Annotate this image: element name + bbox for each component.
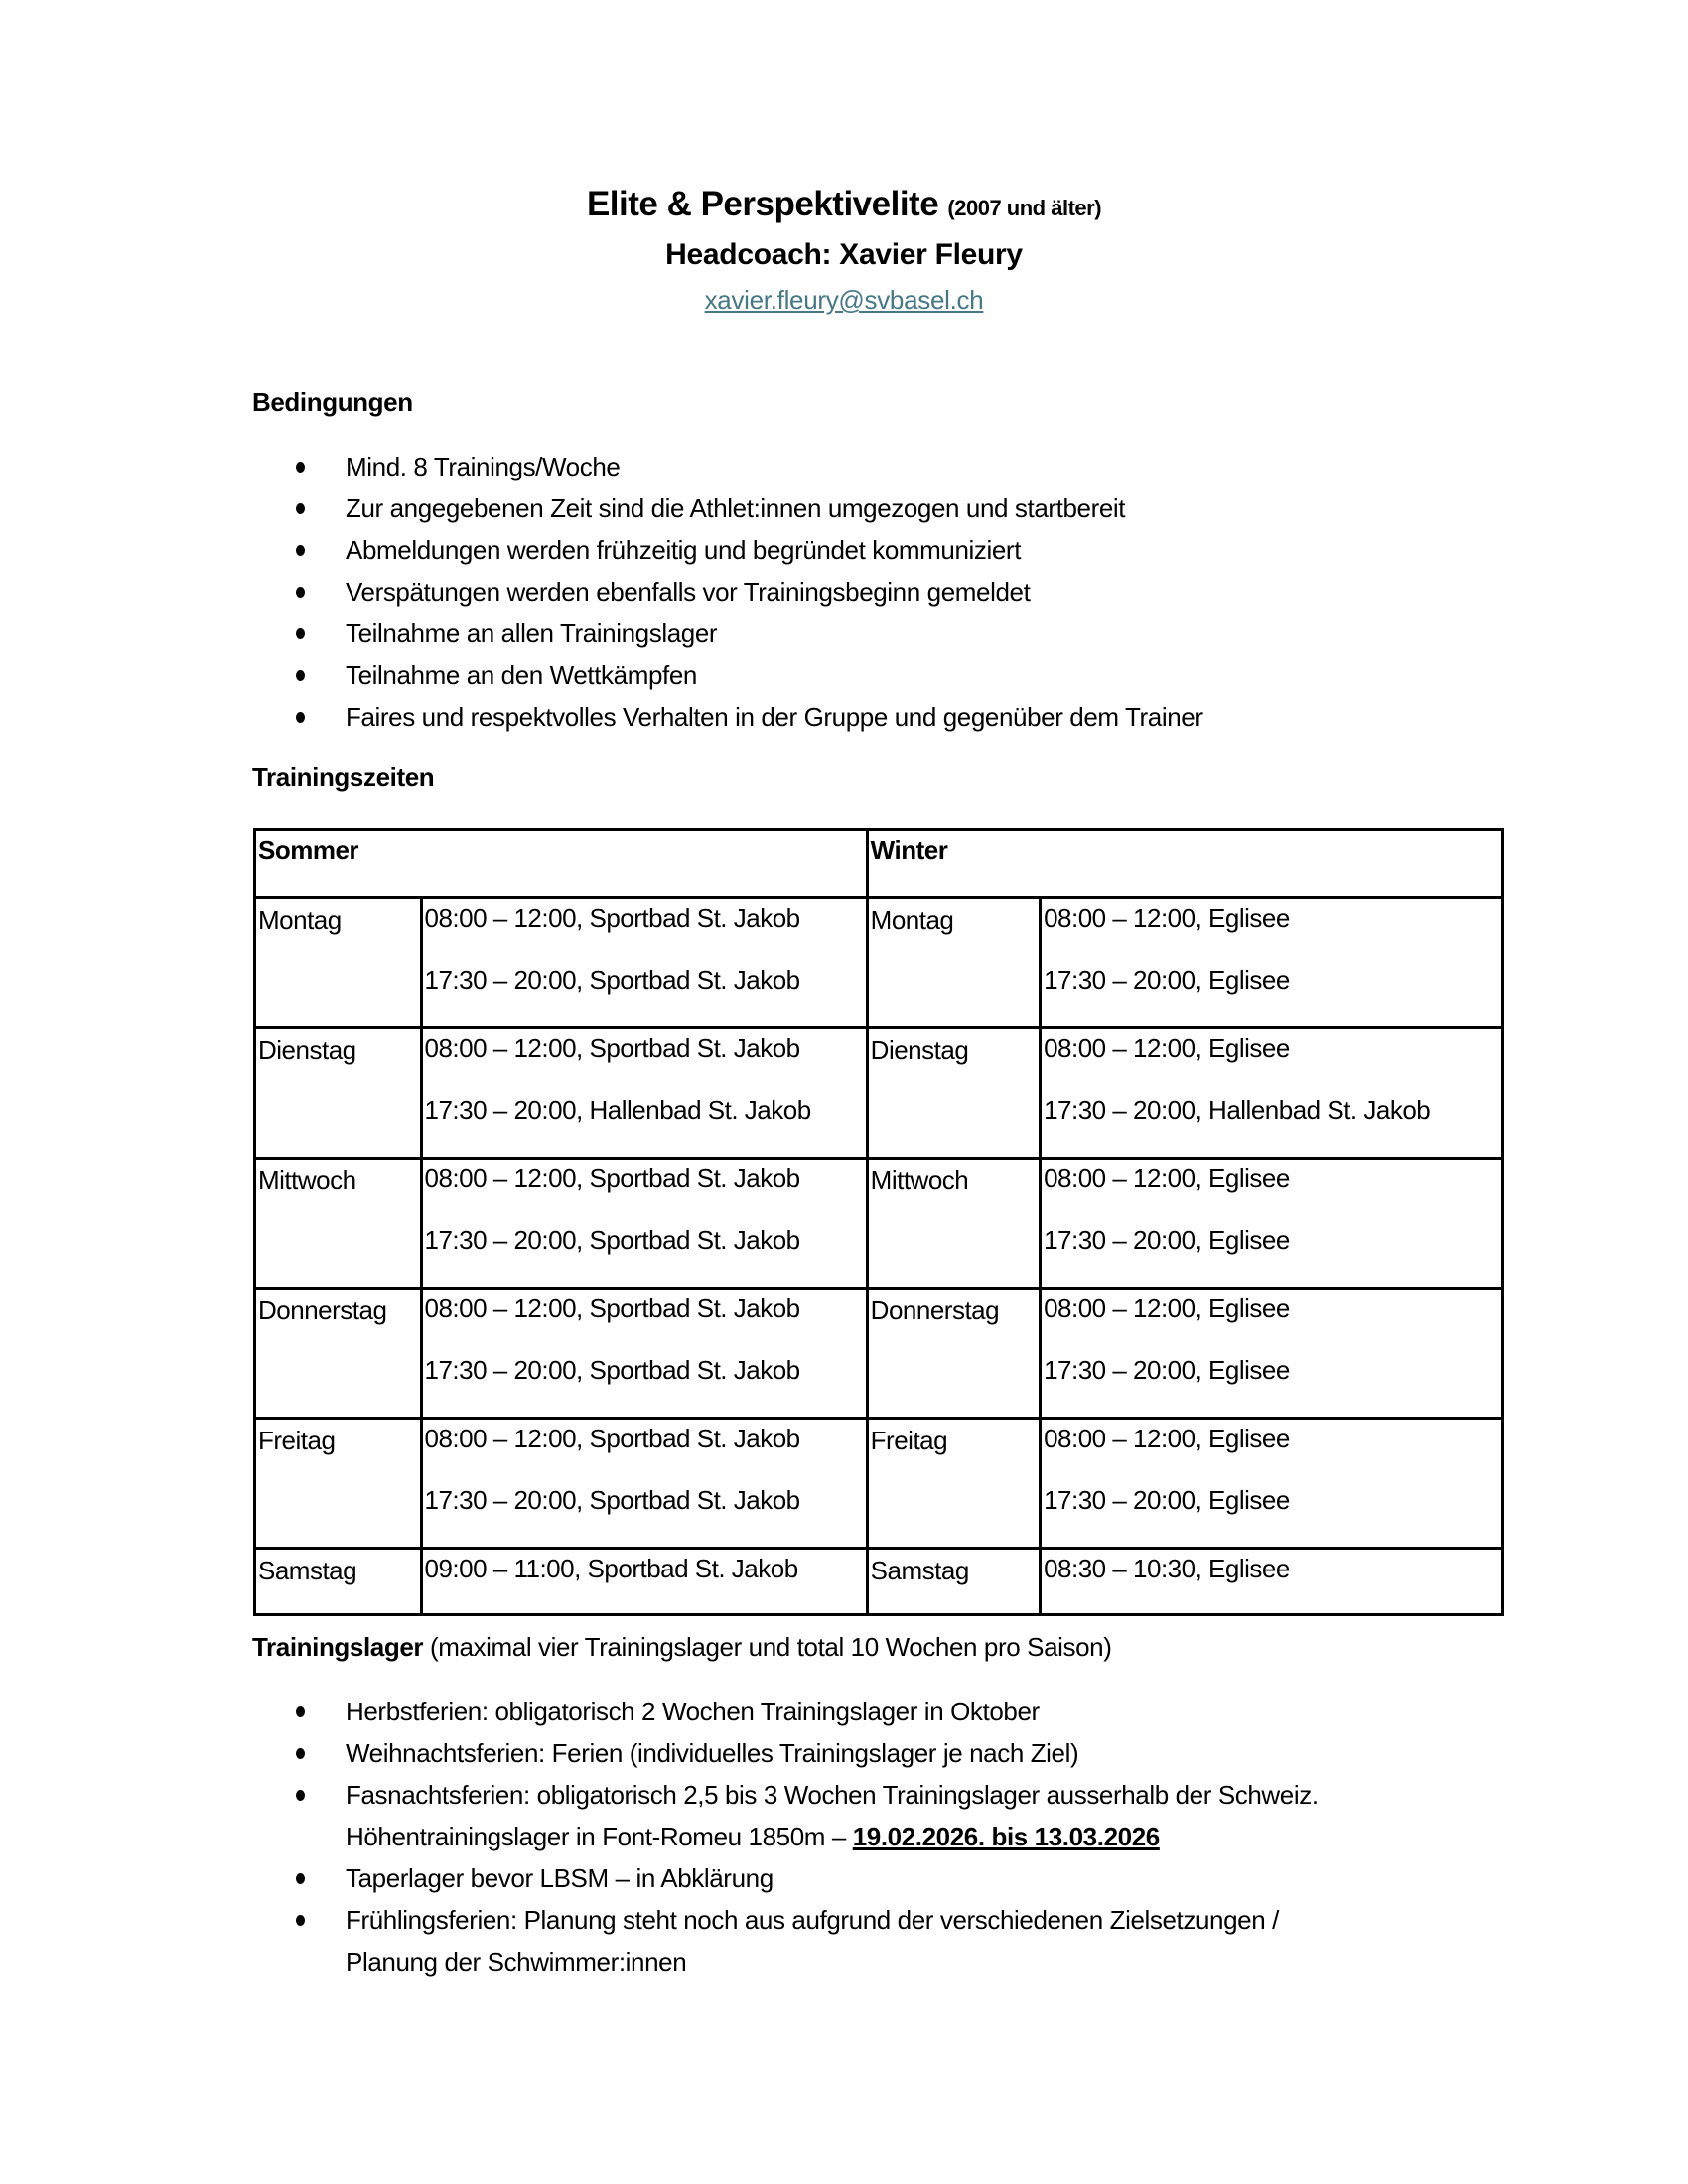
summer-day: Samstag xyxy=(255,1549,422,1615)
table-row xyxy=(255,1028,1503,1159)
camps-heading-note: (maximal vier Trainingslager und total 10 Wochen pro Saison) xyxy=(429,1632,1112,1662)
table-row xyxy=(255,1289,1503,1419)
table-row xyxy=(255,898,1503,1028)
camps-list xyxy=(252,1691,1319,1982)
winter-header: Winter xyxy=(867,830,1502,898)
summer-times: 08:00 – 12:00, Sportbad St. Jakob 17:30 – 20:00, Sportbad St. Jakob xyxy=(421,898,867,1028)
summer-times: 08:00 – 12:00, Sportbad St. Jakob 17:30 – 20:00, Hallenbad St. Jakob xyxy=(421,1028,867,1159)
camp-dates: 19.02.2026. bis 13.03.2026 xyxy=(852,1822,1160,1851)
winter-day: Donnerstag xyxy=(867,1289,1040,1419)
bullet-icon xyxy=(296,503,305,514)
bullet-icon xyxy=(296,1915,305,1926)
headcoach-line: Headcoach: Xavier Fleury xyxy=(665,238,1023,271)
conditions-list xyxy=(252,446,1203,738)
conditions-heading: Bedingungen xyxy=(252,387,413,417)
camps-heading-label: Trainingslager xyxy=(252,1632,424,1662)
winter-times: 08:00 – 12:00, Eglisee 17:30 – 20:00, Eglisee xyxy=(1041,898,1503,1028)
title-age-note: (2007 und älter) xyxy=(947,196,1102,220)
winter-day: Samstag xyxy=(867,1549,1040,1615)
summer-day: Mittwoch xyxy=(255,1159,422,1289)
summer-times: 08:00 – 12:00, Sportbad St. Jakob 17:30 – 20:00, Sportbad St. Jakob xyxy=(421,1289,867,1419)
summer-times: 09:00 – 11:00, Sportbad St. Jakob xyxy=(421,1549,867,1615)
bullet-icon xyxy=(296,1748,305,1759)
bullet-icon xyxy=(296,545,305,556)
bullet-icon xyxy=(296,1873,305,1884)
winter-day: Dienstag xyxy=(867,1028,1040,1159)
bullet-icon xyxy=(296,462,305,473)
winter-times: 08:00 – 12:00, Eglisee 17:30 – 20:00, Hallenbad St. Jakob xyxy=(1041,1028,1503,1159)
list-item: Frühlingsferien: Planung steht noch aus aufgrund der verschiedenen Zielsetzungen / Planung der Schwimmer:innen xyxy=(252,1899,1319,1982)
list-item: Verspätungen werden ebenfalls vor Trainingsbeginn gemeldet xyxy=(252,571,1203,613)
list-item: Taperlager bevor LBSM – in Abklärung xyxy=(252,1857,1319,1899)
winter-day: Montag xyxy=(867,898,1040,1028)
winter-day: Mittwoch xyxy=(867,1159,1040,1289)
bullet-icon xyxy=(296,1790,305,1801)
bullet-icon xyxy=(296,628,305,639)
list-item: Herbstferien: obligatorisch 2 Wochen Trainingslager in Oktober xyxy=(252,1691,1319,1732)
winter-times: 08:00 – 12:00, Eglisee 17:30 – 20:00, Eglisee xyxy=(1041,1159,1503,1289)
document-title xyxy=(0,185,1688,224)
table-row xyxy=(255,1419,1503,1549)
list-item: Mind. 8 Trainings/Woche xyxy=(252,446,1203,487)
table-row xyxy=(255,1549,1503,1615)
camps-heading xyxy=(252,1632,1112,1663)
summer-day: Donnerstag xyxy=(255,1289,422,1419)
list-item: Weihnachtsferien: Ferien (individuelles Trainingslager je nach Ziel) xyxy=(252,1732,1319,1774)
email-link[interactable]: xavier.fleury@svbasel.ch xyxy=(704,285,984,315)
schedule-heading: Trainingszeiten xyxy=(252,762,435,792)
summer-day: Montag xyxy=(255,898,422,1028)
table-header-row xyxy=(255,830,1503,898)
list-item: Zur angegebenen Zeit sind die Athlet:innen umgezogen und startbereit xyxy=(252,487,1203,529)
summer-header: Sommer xyxy=(255,830,868,898)
table-row xyxy=(255,1159,1503,1289)
list-item: Faires und respektvolles Verhalten in der Gruppe und gegenüber dem Trainer xyxy=(252,696,1203,738)
bullet-icon xyxy=(296,1706,305,1717)
summer-day: Freitag xyxy=(255,1419,422,1549)
list-item: Teilnahme an allen Trainingslager xyxy=(252,613,1203,654)
list-item: Teilnahme an den Wettkämpfen xyxy=(252,654,1203,696)
list-item: Fasnachtsferien: obligatorisch 2,5 bis 3 Wochen Trainingslager ausserhalb der Schweiz. Höhentrainingslager in Font-Romeu 1850m – 19.02.2026. bis 13.03.2026 xyxy=(252,1774,1319,1857)
title-main: Elite & Perspektivelite xyxy=(586,185,939,223)
winter-times: 08:00 – 12:00, Eglisee 17:30 – 20:00, Eglisee xyxy=(1041,1419,1503,1549)
list-item: Abmeldungen werden frühzeitig und begründet kommuniziert xyxy=(252,529,1203,571)
bullet-icon xyxy=(296,587,305,598)
winter-times: 08:30 – 10:30, Eglisee xyxy=(1041,1549,1503,1615)
summer-times: 08:00 – 12:00, Sportbad St. Jakob 17:30 – 20:00, Sportbad St. Jakob xyxy=(421,1159,867,1289)
winter-day: Freitag xyxy=(867,1419,1040,1549)
schedule-table xyxy=(253,828,1504,1616)
bullet-icon xyxy=(296,670,305,681)
winter-times: 08:00 – 12:00, Eglisee 17:30 – 20:00, Eglisee xyxy=(1041,1289,1503,1419)
bullet-icon xyxy=(296,712,305,723)
summer-times: 08:00 – 12:00, Sportbad St. Jakob 17:30 – 20:00, Sportbad St. Jakob xyxy=(421,1419,867,1549)
summer-day: Dienstag xyxy=(255,1028,422,1159)
